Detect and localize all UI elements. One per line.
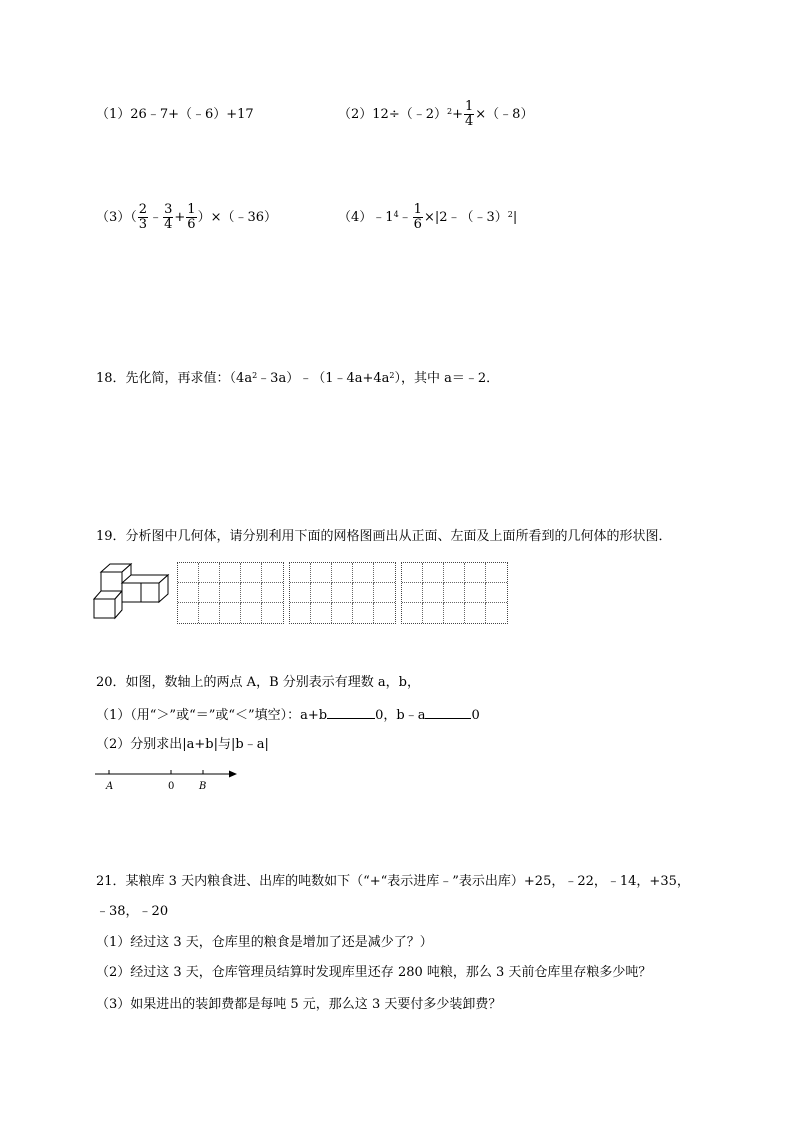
grid-cell[interactable] bbox=[374, 583, 395, 603]
problem-21-q3: （3）如果进出的装卸费都是每吨 5 元，那么这 3 天要付多少装卸费？ bbox=[96, 997, 502, 1012]
grid-cell[interactable] bbox=[199, 603, 220, 623]
grid-cell[interactable] bbox=[444, 603, 465, 623]
grid-cell[interactable] bbox=[402, 603, 423, 623]
grid-cell[interactable] bbox=[465, 583, 486, 603]
grid-cell[interactable] bbox=[311, 563, 332, 583]
answer-blank-2[interactable] bbox=[425, 706, 471, 719]
grid-cell[interactable] bbox=[486, 603, 507, 623]
fraction: $\frac{1}{6}$ bbox=[413, 202, 422, 232]
answer-blank-1[interactable] bbox=[327, 706, 375, 719]
problem-17-2: （2）12÷（﹣2）$^2$+ $\frac{1}{4}$ ×（﹣8） bbox=[338, 99, 534, 129]
grid-cell[interactable] bbox=[465, 603, 486, 623]
axis-arrow bbox=[229, 771, 237, 778]
grid-cell[interactable] bbox=[311, 583, 332, 603]
problem-17-4: $(4)﹣1^4﹣$ $\frac{1}{6}$ ×|2﹣（﹣3）$^2$| bbox=[338, 202, 518, 232]
grid-cell[interactable] bbox=[374, 563, 395, 583]
grid-cell[interactable] bbox=[241, 563, 262, 583]
grid-cell[interactable] bbox=[241, 603, 262, 623]
grid-cell[interactable] bbox=[220, 563, 241, 583]
grid-cell[interactable] bbox=[486, 563, 507, 583]
grid-cell[interactable] bbox=[178, 583, 199, 603]
problem-21-line2: ﹣38，﹣20 bbox=[96, 904, 169, 919]
grid-cell[interactable] bbox=[402, 583, 423, 603]
grid-cell[interactable] bbox=[262, 603, 283, 623]
label-a: A bbox=[106, 781, 114, 792]
problem-20-q2: （2）分别求出|a+b|与|b﹣a| bbox=[96, 737, 269, 752]
grid-cell[interactable] bbox=[423, 603, 444, 623]
grid-cell[interactable] bbox=[290, 603, 311, 623]
grid-cell[interactable] bbox=[178, 603, 199, 623]
problem-20-intro: 20．如图，数轴上的两点 A，B 分别表示有理数 a，b， bbox=[96, 675, 420, 690]
problem-18: 18．先化简，再求值：$(4a^2﹣3a)﹣(1﹣4a+4a^2)$，其中 a＝﹣2． bbox=[96, 371, 500, 386]
grid-cell[interactable] bbox=[353, 603, 374, 623]
problem-21-q2: （2）经过这 3 天，仓库管理员结算时发现库里还存 280 吨粮，那么 3 天前仓库里存粮多少吨？ bbox=[96, 965, 652, 980]
grid-cell[interactable] bbox=[332, 603, 353, 623]
grid-cell[interactable] bbox=[444, 583, 465, 603]
grid-cell[interactable] bbox=[262, 583, 283, 603]
problem-21-q1: （1）经过这 3 天，仓库里的粮食是增加了还是减少了？） bbox=[96, 935, 433, 950]
grid-cell[interactable] bbox=[241, 583, 262, 603]
grid-cell[interactable] bbox=[199, 563, 220, 583]
grid-cell[interactable] bbox=[220, 583, 241, 603]
grid-cell[interactable] bbox=[332, 563, 353, 583]
grid-cell[interactable] bbox=[423, 563, 444, 583]
grid-cell[interactable] bbox=[178, 563, 199, 583]
problem-17-3: （3）（ $\frac{2}{3}$ ﹣ $\frac{3}{4}$ + $\frac{1}{6}$ ）×（﹣36） bbox=[96, 202, 277, 232]
grid-cell[interactable] bbox=[290, 583, 311, 603]
fraction: $\frac{3}{4}$ bbox=[164, 202, 173, 232]
grid-cell[interactable] bbox=[220, 603, 241, 623]
problem-17-1: （1）26﹣7+（﹣6）+17 bbox=[96, 107, 254, 122]
grid-top-view[interactable] bbox=[401, 562, 508, 624]
grid-cell[interactable] bbox=[465, 563, 486, 583]
grid-cell[interactable] bbox=[311, 603, 332, 623]
fraction: $\frac{1}{6}$ bbox=[187, 202, 196, 232]
grid-cell[interactable] bbox=[374, 603, 395, 623]
number-line bbox=[93, 766, 243, 792]
grid-cell[interactable] bbox=[486, 583, 507, 603]
grid-cell[interactable] bbox=[199, 583, 220, 603]
fraction: $\frac{2}{3}$ bbox=[138, 202, 148, 232]
grid-cell[interactable] bbox=[402, 563, 423, 583]
problem-19-text: 19．分析图中几何体，请分别利用下面的网格图画出从正面、左面及上面所看到的几何体的形状图． bbox=[96, 529, 672, 544]
grid-cell[interactable] bbox=[332, 583, 353, 603]
label-0: 0 bbox=[168, 781, 175, 792]
grid-cell[interactable] bbox=[290, 563, 311, 583]
fraction: $\frac{1}{4}$ bbox=[465, 99, 474, 129]
label-b: B bbox=[199, 781, 207, 792]
problem-20-q1: （1）（用“＞”或“＝”或“＜”填空）：a+b 0，b﹣a 0 bbox=[96, 708, 480, 723]
grid-front-view[interactable] bbox=[177, 562, 284, 624]
grid-cell[interactable] bbox=[262, 563, 283, 583]
grid-cell[interactable] bbox=[353, 583, 374, 603]
grid-cell[interactable] bbox=[353, 563, 374, 583]
grid-cell[interactable] bbox=[423, 583, 444, 603]
grid-cell[interactable] bbox=[444, 563, 465, 583]
grid-left-view[interactable] bbox=[289, 562, 396, 624]
problem-21-line1: 21．某粮库 3 天内粮食进、出库的吨数如下（“+“表示进库﹣”表示出库）+25，﹣22，﹣14，+35， bbox=[96, 874, 690, 889]
cube-figure bbox=[93, 562, 173, 624]
